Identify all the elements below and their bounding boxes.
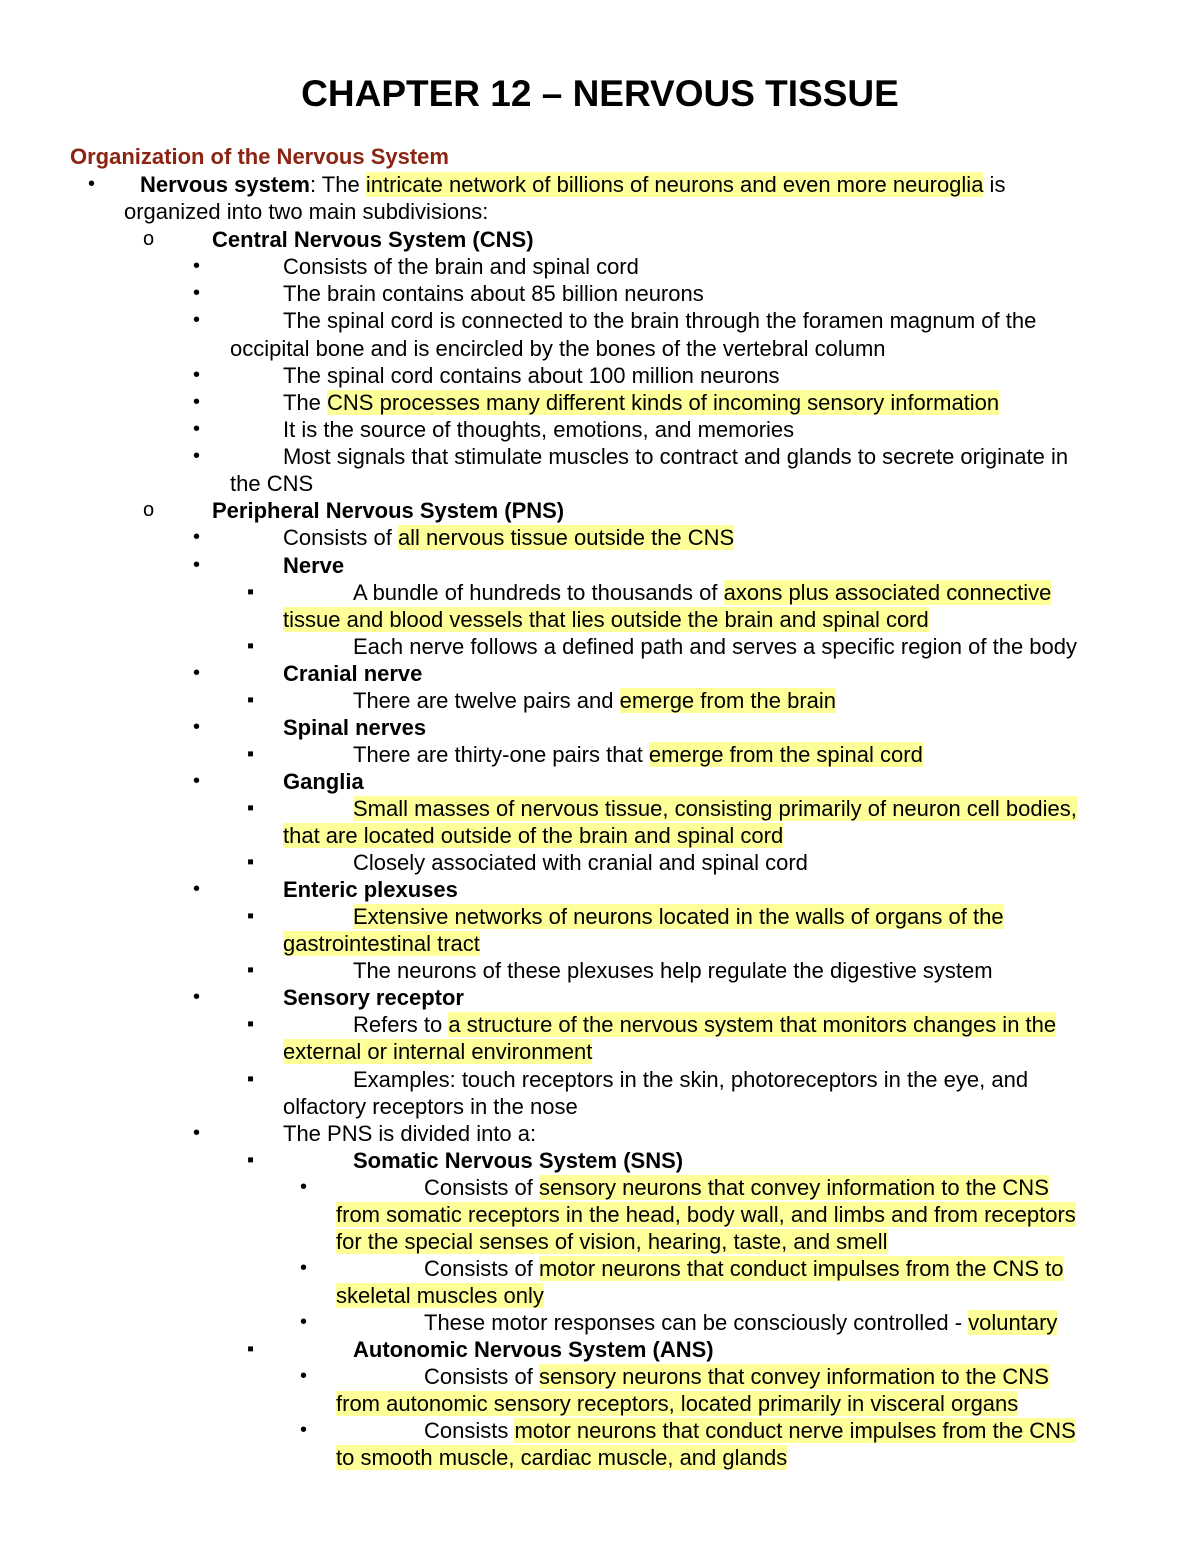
term-label: Nerve: [283, 553, 345, 578]
body-text: The spinal cord is connected to the brain through the foramen magnum of the: [283, 308, 1037, 333]
bullet-level-3: •: [193, 526, 201, 548]
highlighted-text: that are located outside of the brain and spinal cord: [283, 823, 784, 848]
highlighted-text: sensory neurons that convey information to the CNS: [538, 1364, 1049, 1389]
outline-line: [283, 1038, 592, 1065]
highlighted-text: all nervous tissue outside the CNS: [397, 525, 735, 550]
highlighted-text: motor neurons that conduct nerve impulses from the CNS: [514, 1418, 1076, 1443]
highlighted-text: intricate network of billions of neurons and even more neuroglia: [365, 172, 984, 197]
body-text: There are thirty-one pairs that: [353, 742, 649, 767]
outline-line: [353, 957, 993, 984]
highlighted-text: voluntary: [968, 1310, 1058, 1335]
bullet-level-3: •: [193, 716, 201, 738]
outline-line: [230, 335, 886, 362]
highlighted-text: emerge from the brain: [619, 688, 837, 713]
bullet-level-4: ▪: [247, 743, 255, 765]
outline-line: [353, 1147, 683, 1174]
outline-line: [336, 1444, 787, 1471]
body-text: Consists of: [424, 1175, 539, 1200]
body-text: : The: [309, 172, 366, 197]
outline-line: [336, 1390, 1018, 1417]
body-text: Consists: [424, 1418, 515, 1443]
outline-line: [424, 1174, 1049, 1201]
bullet-level-3: •: [193, 418, 201, 440]
bullet-level-3: •: [193, 1122, 201, 1144]
outline-line: [353, 849, 808, 876]
outline-line: [283, 822, 783, 849]
term-label: Autonomic Nervous System (ANS): [353, 1337, 714, 1362]
highlighted-text: Extensive networks of neurons located in the walls of organs of the: [353, 904, 1004, 929]
body-text: These motor responses can be consciously controlled -: [424, 1310, 969, 1335]
outline-line: [230, 470, 313, 497]
highlighted-text: Small masses of nervous tissue, consisting primarily of neuron cell bodies,: [353, 796, 1077, 821]
highlighted-text: for the special senses of vision, hearing, taste, and smell: [336, 1229, 888, 1254]
bullet-level-3: •: [193, 770, 201, 792]
highlighted-text: tissue and blood vessels that lies outside the brain and spinal cord: [283, 607, 929, 632]
outline-line: [283, 984, 464, 1011]
body-text: olfactory receptors in the nose: [283, 1094, 578, 1119]
body-text: It is the source of thoughts, emotions, and memories: [283, 417, 795, 442]
body-text: Consists of: [424, 1256, 539, 1281]
bullet-level-3: •: [193, 309, 201, 331]
body-text: organized into two main subdivisions:: [124, 199, 489, 224]
body-text: There are twelve pairs and: [353, 688, 620, 713]
bullet-level-3: •: [193, 445, 201, 467]
bullet-level-3: •: [193, 554, 201, 576]
document-title: CHAPTER 12 – NERVOUS TISSUE: [301, 73, 899, 114]
outline-line: [283, 552, 344, 579]
body-text: occipital bone and is encircled by the bones of the vertebral column: [230, 336, 886, 361]
outline-line: [353, 1066, 1028, 1093]
body-text: Each nerve follows a defined path and serves a specific region of the body: [353, 634, 1078, 659]
bullet-level-3: •: [193, 878, 201, 900]
body-text: The brain contains about 85 billion neurons: [283, 281, 704, 306]
body-text: The: [283, 390, 328, 415]
term-label: Peripheral Nervous System (PNS): [212, 498, 565, 523]
outline-line: [353, 795, 1077, 822]
highlighted-text: skeletal muscles only: [336, 1283, 544, 1308]
bullet-level-3: •: [193, 255, 201, 277]
bullet-level-4: ▪: [247, 905, 255, 927]
outline-line: [353, 633, 1077, 660]
body-text: The PNS is divided into a:: [283, 1121, 537, 1146]
term-label: Spinal nerves: [283, 715, 427, 740]
outline-line: [124, 198, 488, 225]
outline-line: [283, 606, 929, 633]
term-label: Enteric plexuses: [283, 877, 458, 902]
outline-line: [283, 524, 734, 551]
highlighted-text: motor neurons that conduct impulses from the CNS to: [538, 1256, 1064, 1281]
bullet-level-2: o: [143, 228, 155, 250]
outline-line: [283, 1120, 536, 1147]
term-label: Central Nervous System (CNS): [212, 227, 534, 252]
highlighted-text: sensory neurons that convey information to the CNS: [538, 1175, 1049, 1200]
bullet-level-1: •: [88, 173, 96, 195]
term-label: Nervous system: [140, 172, 310, 197]
highlighted-text: from somatic receptors in the head, body wall, and limbs and from receptors: [336, 1202, 1076, 1227]
outline-line: [283, 389, 999, 416]
highlighted-text: to smooth muscle, cardiac muscle, and glands: [336, 1445, 788, 1470]
body-text: Most signals that stimulate muscles to contract and glands to secrete originate in: [283, 444, 1069, 469]
body-text: Closely associated with cranial and spinal cord: [353, 850, 808, 875]
outline-line: [212, 226, 534, 253]
outline-line: [283, 362, 780, 389]
body-text: Examples: touch receptors in the skin, photoreceptors in the eye, and: [353, 1067, 1029, 1092]
highlighted-text: CNS processes many different kinds of incoming sensory information: [327, 390, 1000, 415]
outline-line: [353, 741, 923, 768]
bullet-level-4: ▪: [247, 1338, 255, 1360]
bullet-level-4: ▪: [247, 959, 255, 981]
body-text: Consists of: [424, 1364, 539, 1389]
bullet-level-4: ▪: [247, 1013, 255, 1035]
outline-line: [283, 660, 422, 687]
body-text: Refers to: [353, 1012, 449, 1037]
outline-line: [283, 714, 426, 741]
bullet-level-5: •: [300, 1311, 308, 1333]
bullet-level-5: •: [300, 1419, 308, 1441]
outline-line: [336, 1228, 888, 1255]
body-text: Consists of: [283, 525, 398, 550]
bullet-level-3: •: [193, 662, 201, 684]
outline-line: [424, 1255, 1064, 1282]
bullet-level-4: ▪: [247, 797, 255, 819]
bullet-level-4: ▪: [247, 1149, 255, 1171]
body-text: A bundle of hundreds to thousands of: [353, 580, 724, 605]
bullet-level-3: •: [193, 364, 201, 386]
highlighted-text: a structure of the nervous system that monitors changes in the: [448, 1012, 1057, 1037]
outline-line: [353, 579, 1051, 606]
bullet-level-5: •: [300, 1257, 308, 1279]
bullet-level-2: o: [143, 499, 155, 521]
outline-line: [283, 280, 704, 307]
outline-line: [424, 1363, 1049, 1390]
highlighted-text: external or internal environment: [283, 1039, 593, 1064]
term-label: Cranial nerve: [283, 661, 423, 686]
body-text: Consists of the brain and spinal cord: [283, 254, 639, 279]
body-text: the CNS: [230, 471, 314, 496]
outline-line: [424, 1417, 1076, 1444]
outline-line: [283, 876, 458, 903]
highlighted-text: from autonomic sensory receptors, located primarily in visceral organs: [336, 1391, 1019, 1416]
outline-line: [283, 768, 364, 795]
bullet-level-5: •: [300, 1365, 308, 1387]
highlighted-text: gastrointestinal tract: [283, 931, 480, 956]
outline-line: [336, 1201, 1076, 1228]
body-text: is: [983, 172, 1006, 197]
term-label: Ganglia: [283, 769, 364, 794]
bullet-level-4: ▪: [247, 689, 255, 711]
bullet-level-3: •: [193, 391, 201, 413]
term-label: Somatic Nervous System (SNS): [353, 1148, 684, 1173]
body-text: The spinal cord contains about 100 million neurons: [283, 363, 780, 388]
bullet-level-3: •: [193, 282, 201, 304]
highlighted-text: axons plus associated connective: [723, 580, 1052, 605]
bullet-level-4: ▪: [247, 1068, 255, 1090]
outline-line: [283, 253, 639, 280]
outline-line: [212, 497, 564, 524]
outline-line: [283, 1093, 578, 1120]
term-label: Sensory receptor: [283, 985, 464, 1010]
bullet-level-4: ▪: [247, 851, 255, 873]
bullet-level-3: •: [193, 986, 201, 1008]
body-text: The neurons of these plexuses help regulate the digestive system: [353, 958, 993, 983]
outline-line: [353, 1336, 714, 1363]
outline-line: [336, 1282, 544, 1309]
outline-line: [353, 1011, 1056, 1038]
outline-line: [353, 687, 836, 714]
highlighted-text: emerge from the spinal cord: [648, 742, 923, 767]
bullet-level-4: ▪: [247, 635, 255, 657]
outline-line: [283, 443, 1068, 470]
outline-line: [424, 1309, 1057, 1336]
section-heading: Organization of the Nervous System: [70, 144, 449, 169]
outline-line: [140, 171, 1005, 198]
outline-line: [283, 416, 794, 443]
outline-line: [283, 930, 480, 957]
bullet-level-5: •: [300, 1176, 308, 1198]
outline-line: [353, 903, 1004, 930]
bullet-level-4: ▪: [247, 581, 255, 603]
outline-line: [283, 307, 1036, 334]
